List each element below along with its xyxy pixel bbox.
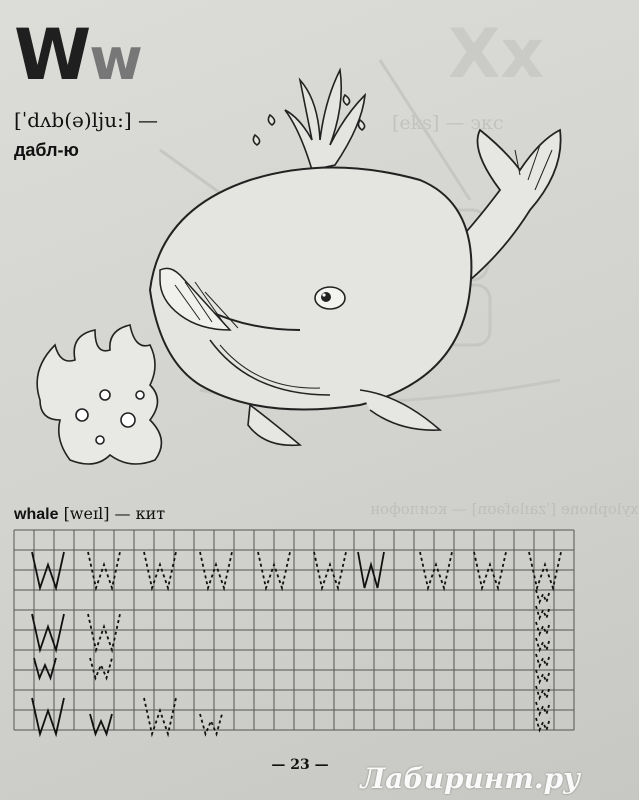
letter-uppercase: W [14,14,90,96]
practice-letter-w [90,658,112,678]
practice-letter-w [32,614,64,650]
labirint-watermark: Лабиринт.ру [360,762,580,795]
ghost-letter-x [536,702,550,714]
letter-pronunciation: дабл-ю [14,140,79,160]
coral [37,325,161,464]
ghost-letter-x [536,654,550,666]
ghost-letter-x [536,686,550,698]
ghost-caption: xylophone [ˈzaɪləfəʊn] — ксилофон [370,500,639,518]
practice-letter-w [32,698,64,734]
ghost-letter-x [536,590,550,602]
page-number: — 23 — [271,757,329,773]
word-english: whale [14,506,59,523]
ghost-letter-x [536,622,550,634]
practice-letter-w [34,658,56,678]
ghost-letter-x [536,718,550,730]
word-dash: — [114,504,131,523]
word-russian: кит [135,504,166,523]
practice-letter-w [144,698,176,734]
practice-grid [14,530,574,740]
whale-fin [360,390,440,430]
letter-transcription: [ˈdʌb(ə)lju:] — [14,108,159,132]
whale-body [150,168,471,410]
ghost-letter-x [536,670,550,682]
ghost-letter-x [536,606,550,618]
letter-lowercase: w [89,25,141,93]
ghost-letter-heading: Xx [448,15,545,94]
word-transcription: [weɪl] [63,504,110,523]
vocabulary-line [14,504,165,524]
water-spout [253,70,365,170]
practice-letter-w [88,614,120,650]
practice-letter-w [200,714,222,734]
practice-letter-w [90,714,112,734]
ghost-transcription: [eks] — экс [392,112,504,134]
ghost-letter-x [536,638,550,650]
whale-illustration [0,60,600,450]
